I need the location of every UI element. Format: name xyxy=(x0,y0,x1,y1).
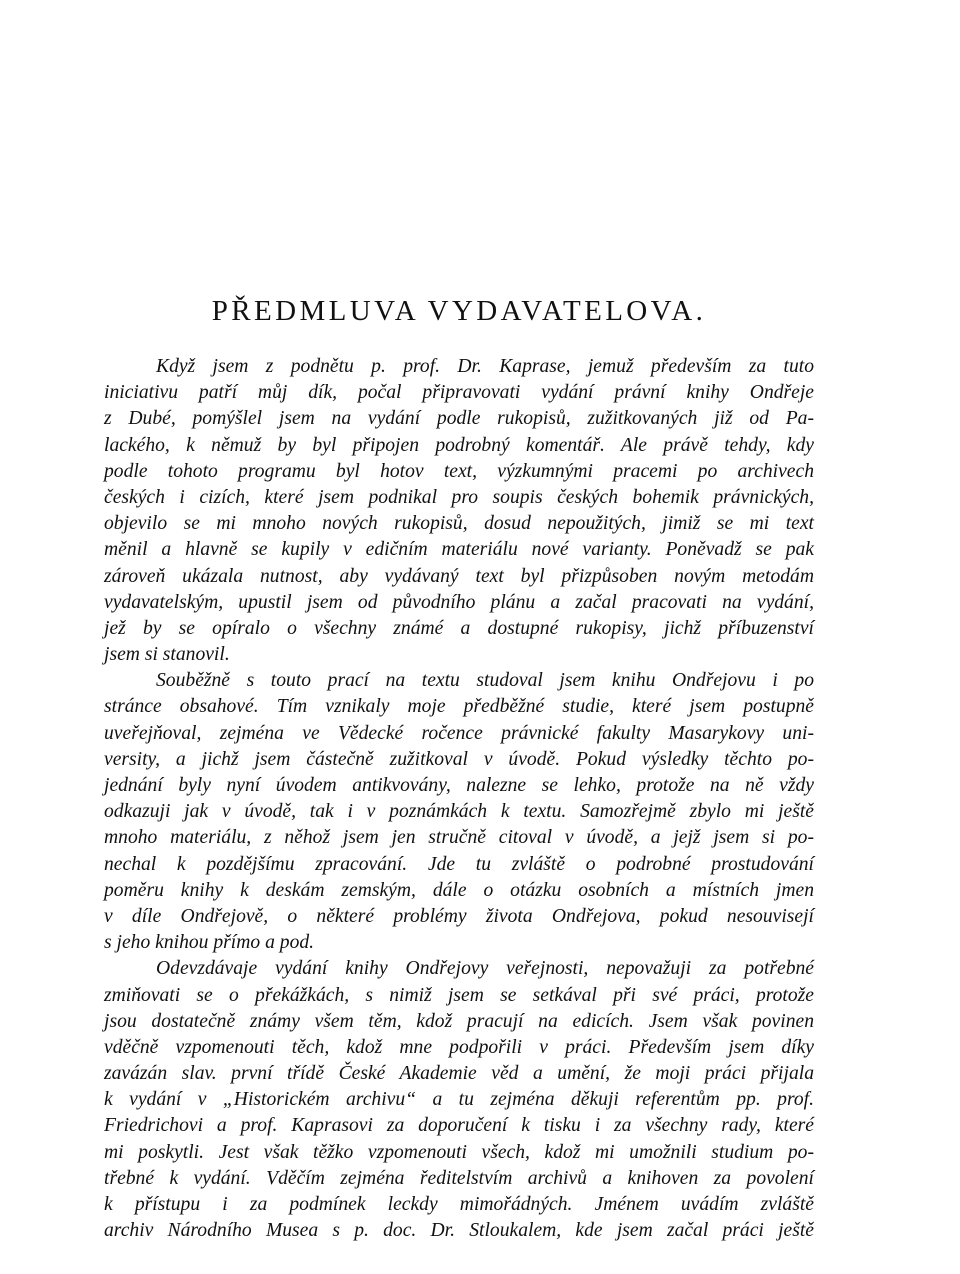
text-line: jsem si stanovil. xyxy=(104,644,230,666)
paragraph-1 xyxy=(104,354,814,668)
paragraph-2 xyxy=(104,668,814,956)
paragraph-3 xyxy=(104,956,814,1244)
text-line: třebné k vydání. Vděčím zejména ředitelstvím archivů a knihoven za povolení xyxy=(104,1167,814,1189)
text-line: k přístupu i za podmínek leckdy mimořádných. Jménem uvádím zvláště xyxy=(104,1194,814,1215)
text-line: v díle Ondřejově, o některé problémy života Ondřejova, pokud nesouvisejí xyxy=(104,905,814,927)
text-line: lackého, k němuž by byl připojen podrobný komentář. Ale právě tehdy, kdy xyxy=(104,434,814,456)
text-line: odkazuji jak v úvodě, tak i v poznámkách k textu. Samozřejmě zbylo mi ještě xyxy=(104,801,814,823)
text-line: Odevzdávaje vydání knihy Ondřejovy veřejnosti, nepovažuji za potřebné xyxy=(156,958,814,980)
text-line: nechal k pozdějšímu zpracování. Jde tu zvláště o podrobné prostudování xyxy=(104,853,814,875)
text-line: jež by se opíralo o všechny známé a dostupné rukopisy, jichž příbuzenství xyxy=(104,617,814,639)
text-line: zavázán slav. první třídě České Akademie věd a umění, že moji práci přijala xyxy=(104,1063,814,1085)
page-title: PŘEDMLUVA VYDAVATELOVA. xyxy=(211,295,707,327)
text-line: vděčně vzpomenouti těch, kdož mne podpořili v práci. Především jsem díky xyxy=(104,1036,814,1058)
text-line: k vydání v „Historickém archivu“ a tu zejména děkuji referentům pp. prof. xyxy=(104,1089,814,1111)
text-line: jsou dostatečně známy všem těm, kdož pracují na edicích. Jsem však povinen xyxy=(104,1010,814,1032)
text-line: zmiňovati se o překážkách, s nimiž jsem se setkával při své práci, protože xyxy=(104,984,814,1006)
text-line: podle tohoto programu byl hotov text, výzkumnými pracemi po archivech xyxy=(104,460,814,482)
text-line: uveřejňoval, zejména ve Vědecké ročence právnické fakulty Masarykovy uni- xyxy=(104,722,814,744)
text-line: iniciativu patří můj dík, počal připravovati vydání právní knihy Ondřeje xyxy=(104,382,814,404)
text-line: Friedrichovi a prof. Kaprasovi za doporučení k tisku i za všechny rady, které xyxy=(104,1115,814,1137)
text-line: archiv Národního Musea s p. doc. Dr. Stloukalem, kde jsem začal práci ještě xyxy=(104,1220,814,1242)
text-line: poměru knihy k deskám zemským, dále o otázku osobních a místních jmen xyxy=(104,879,814,901)
text-line: Souběžně s touto prací na textu studoval jsem knihu Ondřejovu i po xyxy=(156,670,814,692)
text-line: jednání byly nyní úvodem antikvovány, nalezne se lehko, protože na ně vždy xyxy=(104,775,814,796)
preface-body xyxy=(104,354,814,1244)
text-line: mi poskytli. Jest však těžko vzpomenouti všech, kdož mi umožnili studium po- xyxy=(104,1141,814,1163)
text-line: mnoho materiálu, z něhož jsem jen stručně citoval v úvodě, a jejž jsem si po- xyxy=(104,827,814,849)
text-line: českých i cizích, které jsem podnikal pro soupis českých bohemik právnických, xyxy=(104,486,814,508)
text-line: versity, a jichž jsem částečně zužitkoval v úvodě. Pokud výsledky těchto po- xyxy=(104,748,814,770)
text-line: zároveň ukázala nutnost, aby vydávaný text byl přizpůsoben novým metodám xyxy=(104,565,814,587)
text-line: vydavatelským, upustil jsem od původního plánu a začal pracovati na vydání, xyxy=(104,591,814,613)
text-line: měnil a hlavně se kupily v edičním materiálu nové varianty. Poněvadž se pak xyxy=(104,539,814,561)
text-line: objevilo se mi mnoho nových rukopisů, dosud nepoužitých, jimiž se mi text xyxy=(104,513,814,535)
text-line: s jeho knihou přímo a pod. xyxy=(104,932,315,954)
text-line: z Dubé, pomýšlel jsem na vydání podle rukopisů, zužitkovaných již od Pa- xyxy=(104,408,814,430)
text-line: stránce obsahové. Tím vznikaly moje předběžné studie, které jsem postupně xyxy=(104,696,814,718)
text-line: Když jsem z podnětu p. prof. Dr. Kaprase, jemuž především za tuto xyxy=(156,356,814,377)
